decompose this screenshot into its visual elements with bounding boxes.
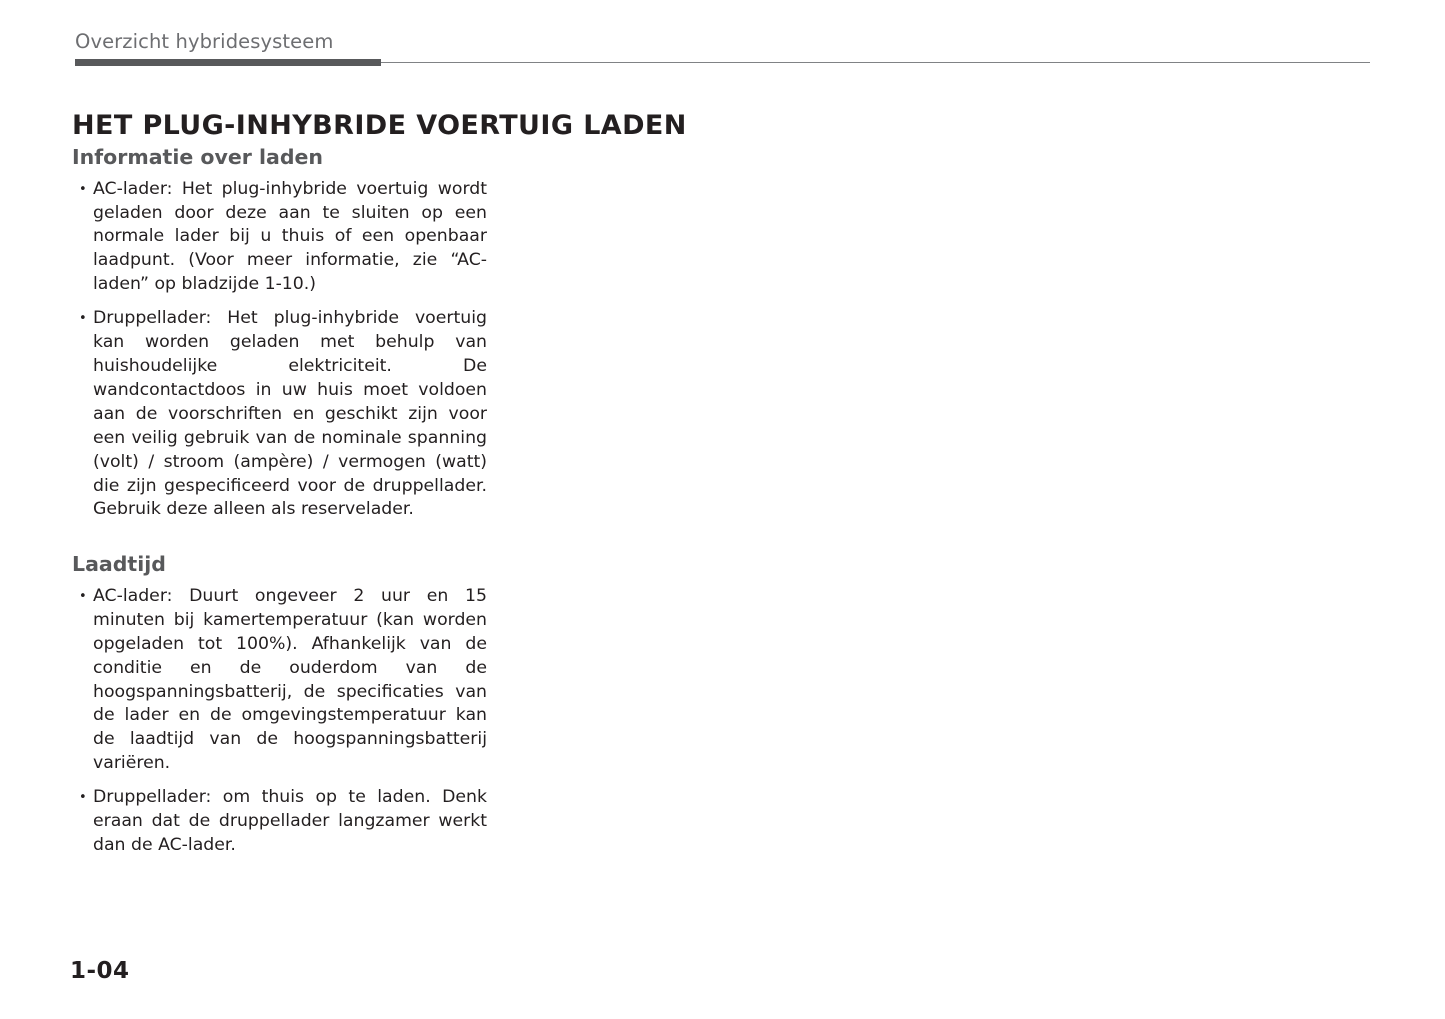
section-heading: Laadtijd [72,552,166,577]
list-item: • Druppellader: Het plug-inhybride voertuig kan worden geladen met behulp van huishoudelijke elektriciteit. De wandcontactdoos in uw huis moet voldoen aan de voorschriften en geschikt zijn voor een veilig gebruik van de nominale spanning (volt) / stroom (ampère) / vermogen (watt) die zijn gespecificeerd voor de druppellader. Gebruik deze alleen als reservelader. [72,307,487,522]
page-number: 1-04 [70,958,130,984]
text-column [72,145,487,858]
section-laadtijd [72,552,487,858]
bullet-list [72,585,487,858]
running-header-title: Overzicht hybridesysteem [75,30,334,53]
bullet-list [72,178,487,523]
list-item: • AC-lader: Het plug-inhybride voertuig wordt geladen door deze aan te sluiten op een normale lader bij u thuis of een openbaar laadpunt. (Voor meer informatie, zie “AC-laden” op bladzijde 1-10.) [72,178,487,298]
section-heading: Informatie over laden [72,145,324,169]
page-title: HET PLUG-INHYBRIDE VOERTUIG LADEN [72,110,687,142]
list-item: • AC-lader: Duurt ongeveer 2 uur en 15 minuten bij kamertemperatuur (kan worden opgeladen tot 100%). Afhankelijk van de conditie en de ouderdom van de hoogspanningsbatterij, de specificaties van de lader en de omgevingstemperatuur kan de laadtijd van de hoogspanningsbatterij variëren. [72,585,487,776]
list-item: • Druppellader: om thuis op te laden. Denk eraan dat de druppellader langzamer werkt dan de AC-lader. [72,786,487,858]
section-informatie-over-laden [72,145,487,522]
running-header [75,30,1370,67]
header-rule [75,59,1370,67]
header-rule-thick [75,59,381,66]
